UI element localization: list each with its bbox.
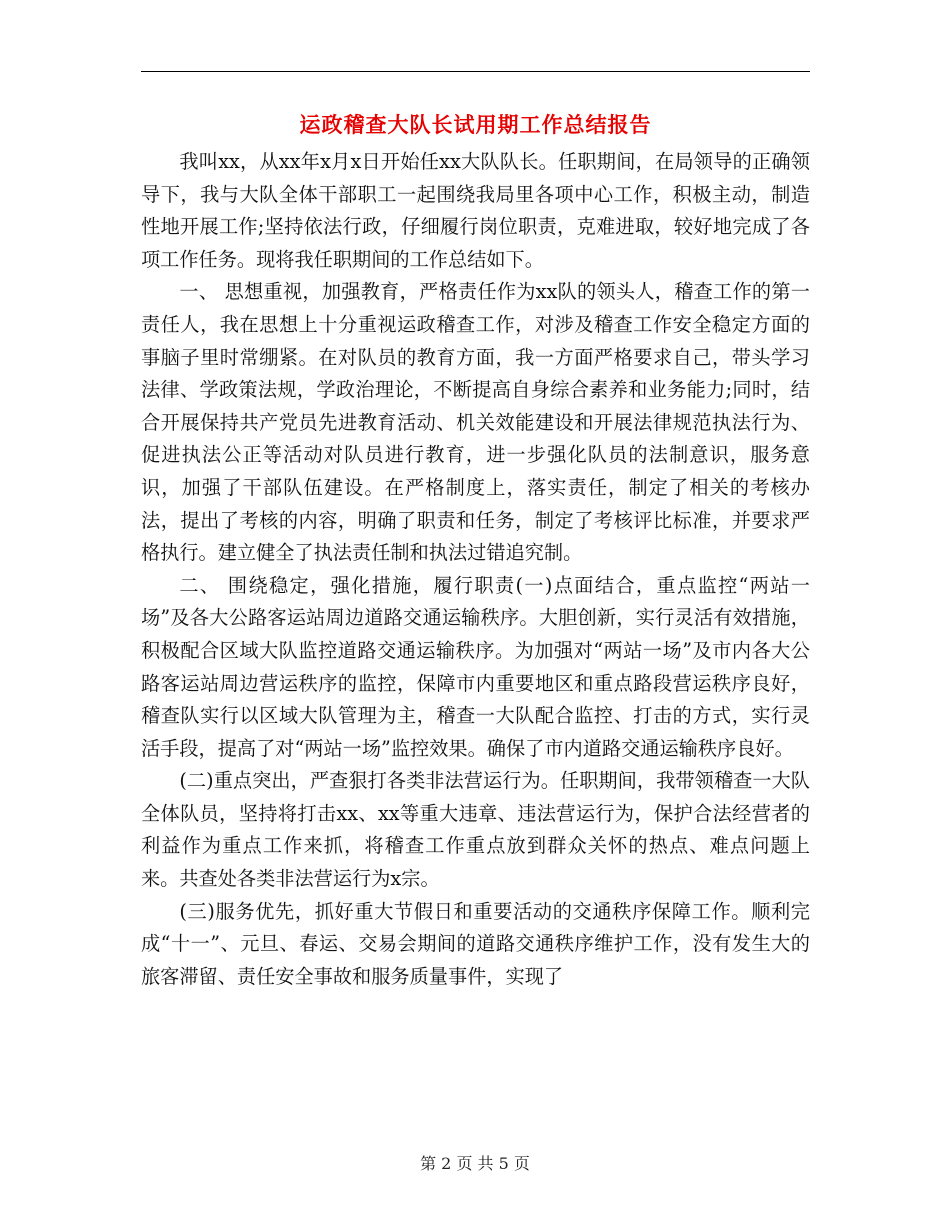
- document-title: 运政稽查大队长试用期工作总结报告: [299, 112, 652, 137]
- body-paragraph-section-2-sub-2: (二)重点突出，严查狠打各类非法营运行为。任职期间，我带领稽查一大队全体队员，坚持将打击xx、xx等重大违章、违法营运行为，保护合法经营者的利益作为重点工作来抓，将稽查工作重点放到群众关怀的热点、难点问题上来。共查处各类非法营运行为x宗。: [141, 769, 810, 891]
- page-number-footer: 第 2 页 共 5 页: [420, 1154, 530, 1173]
- body-paragraph-section-2-sub-3: (三)服务优先，抓好重大节假日和重要活动的交通秩序保障工作。顺利完成“十一”、元旦、春运、交易会期间的道路交通秩序维护工作，没有发生大的旅客滞留、责任安全事故和服务质量事件，实现了: [141, 899, 810, 988]
- header-rule: [141, 71, 810, 72]
- body-paragraph-section-1: 一、 思想重视，加强教育，严格责任作为xx队的领头人，稽查工作的第一责任人，我在思想上十分重视运政稽查工作，对涉及稽查工作安全稳定方面的事脑子里时常绷紧。在对队员的教育方面，我一方面严格要求自己，带头学习法律、学政策法规，学政治理论，不断提高自身综合素养和业务能力;同时，结合开展保持共产党员先进教育活动、机关效能建设和开展法律规范执法行为、促进执法公正等活动对队员进行教育，进一步强化队员的法制意识，服务意识，加强了干部队伍建设。在严格制度上，落实责任，制定了相关的考核办法，提出了考核的内容，明确了职责和任务，制定了考核评比标准，并要求严格执行。建立健全了执法责任制和执法过错追究制。: [141, 280, 810, 565]
- body-paragraph-section-2: 二、 围绕稳定，强化措施，履行职责(一)点面结合，重点监控“两站一场”及各大公路客运站周边道路交通运输秩序。大胆创新，实行灵活有效措施，积极配合区域大队监控道路交通运输秩序。为加强对“两站一场”及市内各大公路客运站周边营运秩序的监控，保障市内重要地区和重点路段营运秩序良好，稽查队实行以区域大队管理为主，稽查一大队配合监控、打击的方式，实行灵活手段，提高了对“两站一场”监控效果。确保了市内道路交通运输秩序良好。: [141, 573, 810, 760]
- body-paragraph-intro: 我叫xx，从xx年x月x日开始任xx大队队长。任职期间，在局领导的正确领导下，我与大队全体干部职工一起围绕我局里各项中心工作，积极主动，制造性地开展工作;坚持依法行政，仔细履行岗位职责，克难进取，较好地完成了各项工作任务。现将我任职期间的工作总结如下。: [141, 150, 810, 271]
- document-body: [141, 146, 810, 993]
